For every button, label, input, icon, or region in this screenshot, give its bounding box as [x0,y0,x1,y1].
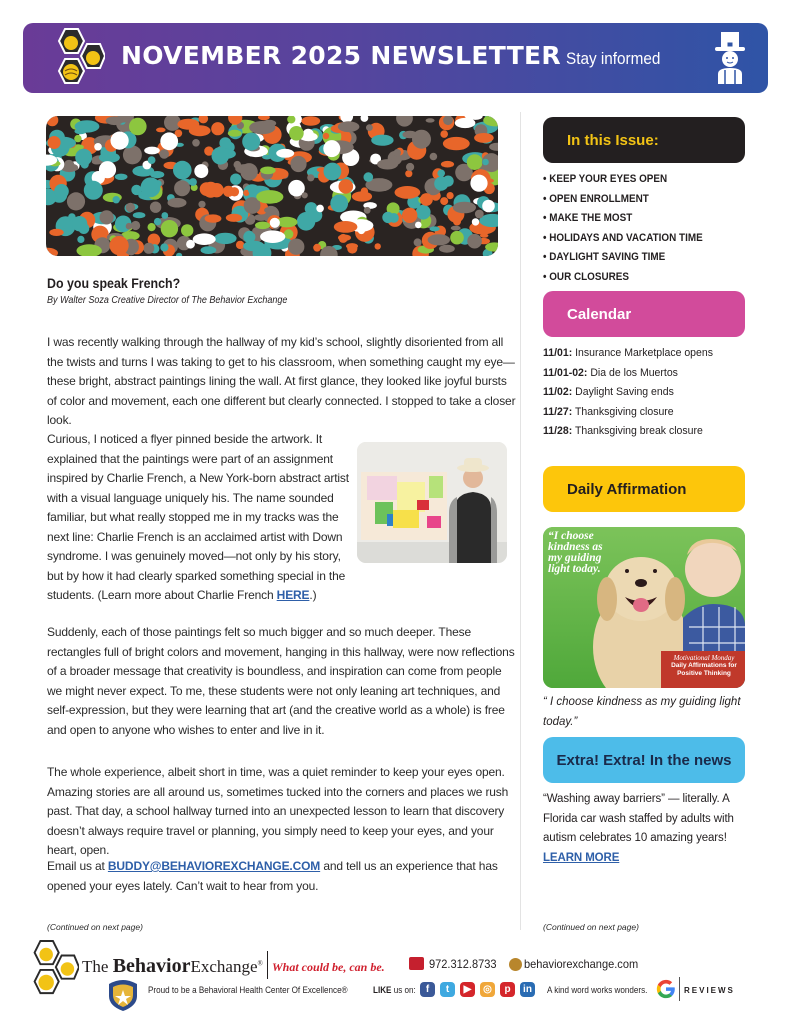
news-summary [543,790,753,868]
pattern-leaf [84,181,103,200]
calendar-date: 11/01: [543,347,573,359]
pattern-leaf [106,116,124,125]
affirmation-image-text: “I choose kindness as my guiding light today. [548,530,603,575]
pattern-leaf [148,223,156,231]
issue-item: • MAKE THE MOST [543,212,633,224]
pattern-leaf [270,218,280,228]
pattern-leaf [203,182,219,198]
pattern-leaf [156,128,166,133]
pattern-leaf [414,238,422,246]
pattern-leaf [472,218,479,225]
pattern-leaf [111,132,129,150]
pattern-leaf [361,116,369,122]
pattern-leaf [416,205,431,220]
pattern-leaf [161,212,168,219]
newsletter-subtitle: Stay informed [566,49,661,68]
pattern-leaf [364,172,374,182]
pattern-leaf [301,116,320,125]
globe-icon [509,958,522,971]
pattern-leaf [489,143,498,151]
pattern-leaf [141,177,161,197]
pattern-leaf [144,147,160,155]
pattern-leaf [211,122,224,135]
pattern-leaf [46,116,58,126]
affirmation-badge [663,654,745,678]
brand-tagline: What could be, can be. [272,960,385,974]
continued-note: (Continued on next page) [47,922,143,932]
pattern-leaf [396,116,413,127]
pattern-leaf [339,179,354,194]
pattern-leaf [405,170,412,177]
pattern-leaf [46,248,58,256]
youtube-icon[interactable]: ▶ [460,982,475,997]
pattern-leaf [174,180,190,196]
paragraph-text: .) [309,588,317,602]
pattern-leaf [243,241,264,252]
pattern-leaf [260,230,285,243]
pattern-leaf [303,129,314,140]
pattern-leaf [434,177,448,191]
article-paragraph: Suddenly, each of those paintings felt so much bigger and so much deeper. These rectangles full of bright colors and movement, hanging in this hallway, were now reflections of a broader message that creativity is boundless, and inspiration can come from people we might never expect. To me, these students were not only leaning art techniques, and self-expression, but they were learning that art (and the creative world as a whole) is free and open to anyone who wishes to enter and live in it. [47,625,515,737]
pattern-leaf [371,135,393,146]
pattern-leaf [189,178,197,186]
pattern-leaf [482,200,495,213]
pattern-leaf [475,210,484,219]
pattern-leaf [467,234,482,249]
pattern-leaf [254,214,268,221]
pattern-leaf [347,243,357,253]
pattern-leaf [402,208,417,223]
pattern-leaf [234,161,242,169]
pattern-leaf [366,124,373,131]
calendar-event: Insurance Marketplace opens [572,347,713,359]
pattern-leaf [150,171,164,178]
calendar-event: Thanksgiving break closure [572,425,703,437]
in-the-news-heading: Extra! Extra! In the news [543,737,745,783]
pattern-leaf [480,234,488,238]
artist-photo-illustration [357,442,507,563]
pattern-leaf [276,149,294,158]
reviews-separator [679,977,680,1001]
calendar-date: 11/27: [543,405,573,418]
pattern-leaf [49,229,63,236]
pattern-leaf [113,196,120,203]
center-of-excellence-badge-icon [106,978,140,1012]
pattern-leaf [412,130,431,149]
article-title: Do you speak French? [47,276,181,291]
issue-item: • OUR CLOSURES [543,270,629,283]
calendar-date: 11/02: [543,386,573,398]
pattern-leaf [176,253,182,256]
pattern-leaf [339,234,348,243]
daily-affirmation-heading: Daily Affirmation [543,466,745,512]
facebook-icon[interactable]: f [420,982,435,997]
pattern-leaf [474,133,494,143]
pattern-leaf [115,174,128,180]
column-divider [520,112,521,930]
pattern-leaf [198,201,205,208]
pattern-leaf [193,233,216,245]
charlie-french-link[interactable]: HERE [276,588,310,602]
affirmation-badge-title: Motivational Monday [673,654,735,662]
pattern-leaf [447,192,454,199]
paragraph-text: Email us at [47,859,108,873]
linkedin-icon[interactable]: in [520,982,535,997]
paragraph-text: Curious, I noticed a flyer pinned beside the artwork. It explained that the paintings were part of an assignment inspired by Charlie French, a New York-born abstract artist with a visual language uniquely his. The name sounded familiar, but what really stopped me in my tracks was the next line: Charlie French is an acclaimed artist with Down syndrome. I was genuinely moved—not only by his story, but by how it had clearly sparked something special in the students. (Learn more about Charlie French [47,432,349,602]
pattern-leaf [441,161,454,168]
article-paragraph: The whole experience, albeit short in time, was a quiet reminder to keep your eyes open. Amazing stories are all around us, sometimes tucked into the corners and places we rush past. That day, a school hallway turned into an unexpected lesson to learn that discovery doesn’t always require travel or planning, you simply need to keep your eyes, and your heart, open. [47,765,509,857]
artist-with-painting-photo [357,442,507,563]
pattern-leaf [443,137,470,150]
pattern-leaf [160,132,178,150]
pattern-leaf [313,244,321,252]
pattern-leaf [323,133,329,139]
pattern-leaf [323,140,340,157]
pilgrim-icon [712,30,748,86]
pattern-leaf [439,245,455,253]
affirmation-image [543,527,745,688]
email-link[interactable]: BUDDY@BEHAVIOREXCHANGE.COM [107,859,321,873]
pattern-leaf [214,233,237,244]
like-rest: us on: [391,985,416,995]
pattern-leaf [256,190,283,204]
pattern-leaf [226,214,242,222]
calendar-item [543,364,713,384]
brand-behavior: Behavior [112,955,191,977]
pattern-leaf [177,119,199,130]
pattern-leaf [192,139,200,147]
beehive-logo-icon [47,27,105,89]
brand-exchange: Exchange [190,957,258,976]
pattern-leaf [289,126,304,141]
continued-note: (Continued on next page) [543,922,639,932]
pattern-leaf [307,174,314,181]
pattern-leaf [302,192,308,198]
calendar-item [543,403,713,423]
pattern-leaf [482,159,489,166]
calendar-date: 11/28: [543,425,573,437]
pattern-leaf [64,160,75,171]
pattern-leaf [415,222,422,229]
pattern-leaf [94,143,102,151]
pattern-leaf [382,212,393,223]
pattern-leaf [230,174,241,185]
pattern-leaf [330,195,348,213]
pattern-leaf [228,130,242,137]
pattern-leaf [288,239,304,255]
pattern-leaf [430,153,438,161]
pattern-leaf [148,156,156,164]
pattern-leaf [199,116,209,123]
calendar-event: Thanksgiving closure [572,405,674,418]
pinterest-icon[interactable]: p [500,982,515,997]
article-paragraph: I was recently walking through the hallway of my kid’s school, slightly disoriented from all the twists and turns I was taking to get to his classroom, when something caught my eye—these bright, abstract paintings lining the wall. At first glance, they looked like joyful bursts of color and movement, each one different but clearly connected. I stopped to take a closer look. [47,335,516,427]
pattern-leaf [212,147,230,165]
pattern-leaf [75,120,100,132]
pattern-leaf [316,205,324,213]
in-this-issue-heading: In this Issue: [543,117,745,163]
calendar-item [543,422,713,442]
pattern-leaf [470,175,487,192]
pattern-leaf [290,156,306,172]
registered-mark: ® [257,959,263,968]
affirmation-badge-subtitle: Daily Affirmations for Positive Thinking [671,662,737,677]
calendar-list [543,344,726,442]
pattern-leaf [236,241,244,249]
news-text: “Washing away barriers” — literally. A Florida car wash staffed by adults with autism celebrates 10 amazing years! [543,793,734,844]
pattern-leaf [201,246,217,254]
pattern-leaf [428,234,450,245]
pattern-leaf [240,163,257,180]
google-reviews-link[interactable]: REVIEWS [684,986,735,995]
website-link[interactable]: behaviorexchange.com [524,957,639,971]
pattern-leaf [264,207,277,214]
pattern-leaf [131,221,140,230]
issue-item: • OPEN ENROLLMENT [543,192,649,205]
pattern-leaf [161,220,178,237]
pattern-leaf [453,202,476,214]
pattern-leaf [100,210,114,224]
pattern-leaf [440,197,448,205]
pattern-leaf [160,243,168,251]
learn-more-link[interactable]: LEARN MORE [543,851,620,864]
pattern-leaf [406,163,414,171]
pattern-leaf [223,186,234,197]
pattern-leaf [249,121,275,134]
pattern-leaf [181,224,193,236]
pattern-leaf [54,184,69,199]
pattern-leaf [451,226,461,231]
calendar-item [543,344,713,364]
pattern-leaf [394,149,401,156]
google-g-icon[interactable] [655,978,677,1000]
like-us-label [373,985,416,995]
paragraph-text: and tell us an experience that has opened your eyes lately. Can’t wait to hear from you. [47,859,498,893]
pattern-leaf [242,133,260,151]
pattern-leaf [324,163,342,181]
pattern-leaf [194,164,208,178]
center-of-excellence-text: Proud to be a Behavioral Health Center Of Excellence® [148,985,348,995]
behavior-exchange-logo-icon [23,939,79,999]
pattern-leaf [467,154,483,170]
pattern-leaf [77,236,84,243]
pattern-leaf [68,213,76,221]
brand-the: The [82,957,113,976]
pattern-leaf [123,145,142,164]
pattern-leaf [186,240,195,249]
pattern-leaf [420,193,433,206]
issue-item: • KEEP YOUR EYES OPEN [543,173,668,185]
pattern-leaf [450,231,464,245]
pattern-leaf [338,121,360,132]
like-bold: LIKE [373,985,392,995]
issue-item: • DAYLIGHT SAVING TIME [543,251,666,263]
calendar-item [543,383,713,403]
pattern-leaf [154,218,161,225]
article-paragraph [47,857,517,896]
pattern-leaf [430,226,440,231]
brand-name [82,955,263,978]
pattern-leaf [133,212,146,218]
newsletter-title: NOVEMBER 2025 NEWSLETTER [121,41,561,70]
affirmation-quote: “ I choose kindness as my guiding light today.” [543,696,741,728]
pattern-leaf [75,149,92,166]
pattern-leaf [126,203,135,212]
pattern-leaf [352,191,372,201]
brand-separator [267,951,268,979]
pattern-leaf [255,222,270,230]
article-paragraph [47,430,357,606]
pattern-leaf [262,155,272,160]
pattern-leaf [455,118,476,128]
calendar-date: 11/01-02: [543,366,588,379]
twitter-icon[interactable]: t [440,982,455,997]
calendar-heading: Calendar [543,291,745,337]
calendar-event: Dia de los Muertos [587,366,678,379]
kind-word-text: A kind word works wonders. [547,985,648,995]
pattern-leaf [173,161,192,180]
pattern-leaf [437,170,445,178]
pattern-leaf [395,186,421,199]
pattern-leaf [284,229,294,239]
pattern-leaf [168,198,187,208]
pattern-leaf [48,136,61,149]
pattern-leaf [67,192,85,210]
pattern-leaf [440,130,448,138]
in-this-issue-list [543,170,720,287]
pattern-leaf [159,149,169,159]
phone-number[interactable]: 972.312.8733 [429,957,497,971]
issue-item: • HOLIDAYS AND VACATION TIME [543,231,703,244]
pattern-leaf [143,243,154,254]
pattern-leaf [375,243,381,249]
pattern-leaf [377,159,398,169]
instagram-icon[interactable]: ◎ [480,982,495,997]
pattern-leaf [364,207,371,214]
article-byline: By Walter Soza Creative Director of The Behavior Exchange [47,295,288,306]
newsletter-header-banner [23,23,768,93]
pattern-leaf [426,118,435,122]
pattern-leaf [110,236,129,255]
pattern-leaf [258,116,270,120]
pattern-leaf [205,214,222,222]
autumn-leaves-banner-image [46,116,498,256]
phone-icon [409,957,424,970]
calendar-event: Daylight Saving ends [572,386,674,398]
pattern-leaf [129,118,147,136]
pattern-leaf [334,221,358,233]
pattern-leaf [150,202,161,213]
autumn-leaves-pattern [46,116,498,256]
pattern-leaf [260,167,276,175]
